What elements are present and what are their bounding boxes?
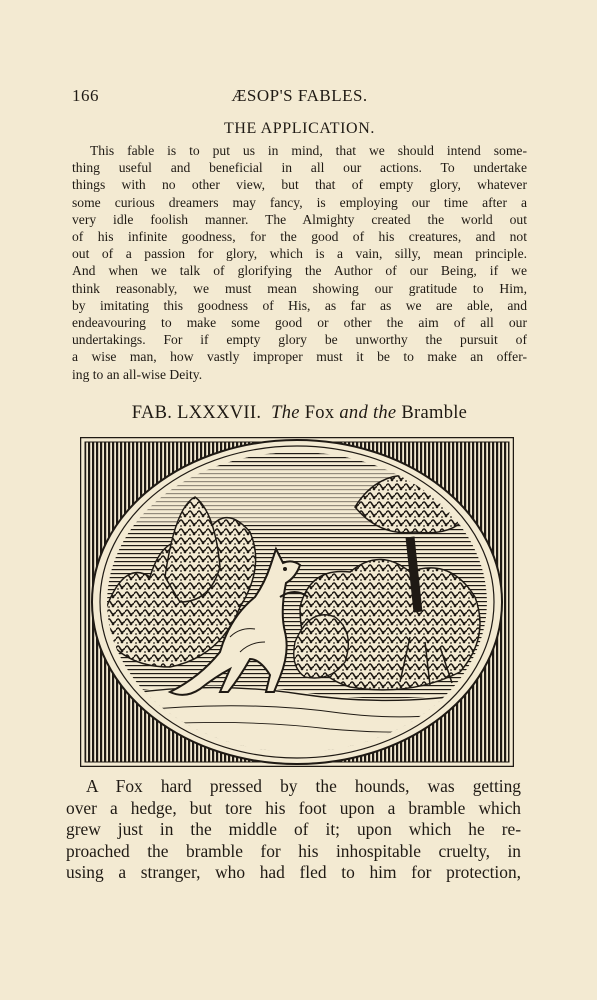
text-line: thing useful and beneficial in all our actions. To undertake: [72, 160, 527, 176]
application-heading: THE APPLICATION.: [224, 120, 375, 137]
fable-title-word: Fox: [304, 403, 335, 423]
text-line: think reasonably, we must mean showing our gratitude to Him,: [72, 280, 527, 296]
text-line: a wise man, how vastly improper must it be to make an offer-: [72, 349, 527, 365]
woodcut-illustration: [80, 437, 514, 767]
text-line: This fable is to put us in mind, that we should intend some-: [90, 143, 527, 158]
text-line: some curious dreamers may fancy, is employing our time after a: [72, 194, 527, 210]
text-line: proached the bramble for his inhospitable cruelty, in: [66, 840, 521, 861]
text-line: over a hedge, but tore his foot upon a bramble which: [66, 797, 521, 818]
fable-title-word: Bramble: [401, 403, 468, 423]
book-title: ÆSOP'S FABLES.: [231, 86, 368, 105]
text-line: grew just in the middle of it; upon which he re-: [66, 819, 521, 840]
text-line: things with no other view, but that of empty glory, whatever: [72, 177, 527, 193]
text-line: And when we talk of glorifying the Author of our Being, if we: [72, 263, 527, 279]
text-line: using a stranger, who had fled to him for protection,: [66, 862, 521, 883]
fable-title-word: the: [372, 403, 397, 423]
text-line: by imitating this goodness of His, as far as we are able, and: [72, 297, 527, 313]
application-text: [72, 142, 527, 383]
text-line: of his infinite goodness, for the good of his creatures, and not: [72, 229, 527, 245]
page-number: 166: [72, 86, 99, 105]
fable-title-word: The: [271, 403, 300, 423]
text-line: A Fox hard pressed by the hounds, was getting: [86, 776, 521, 796]
fable-text: [66, 776, 521, 884]
fable-heading: [72, 403, 527, 424]
fable-number: FAB. LXXXVII.: [131, 403, 262, 423]
text-line: out of a passion for glory, which is a vain, silly, mean principle.: [72, 246, 527, 262]
text-line: ing to an all-wise Deity.: [72, 366, 203, 382]
text-line: undertakings. For if empty glory be unworthy the pursuit of: [72, 332, 527, 348]
fable-title-word: and: [339, 403, 368, 423]
text-line: endeavouring to make some good or other the aim of all our: [72, 315, 527, 331]
text-line: very idle foolish manner. The Almighty created the world out: [72, 211, 527, 227]
